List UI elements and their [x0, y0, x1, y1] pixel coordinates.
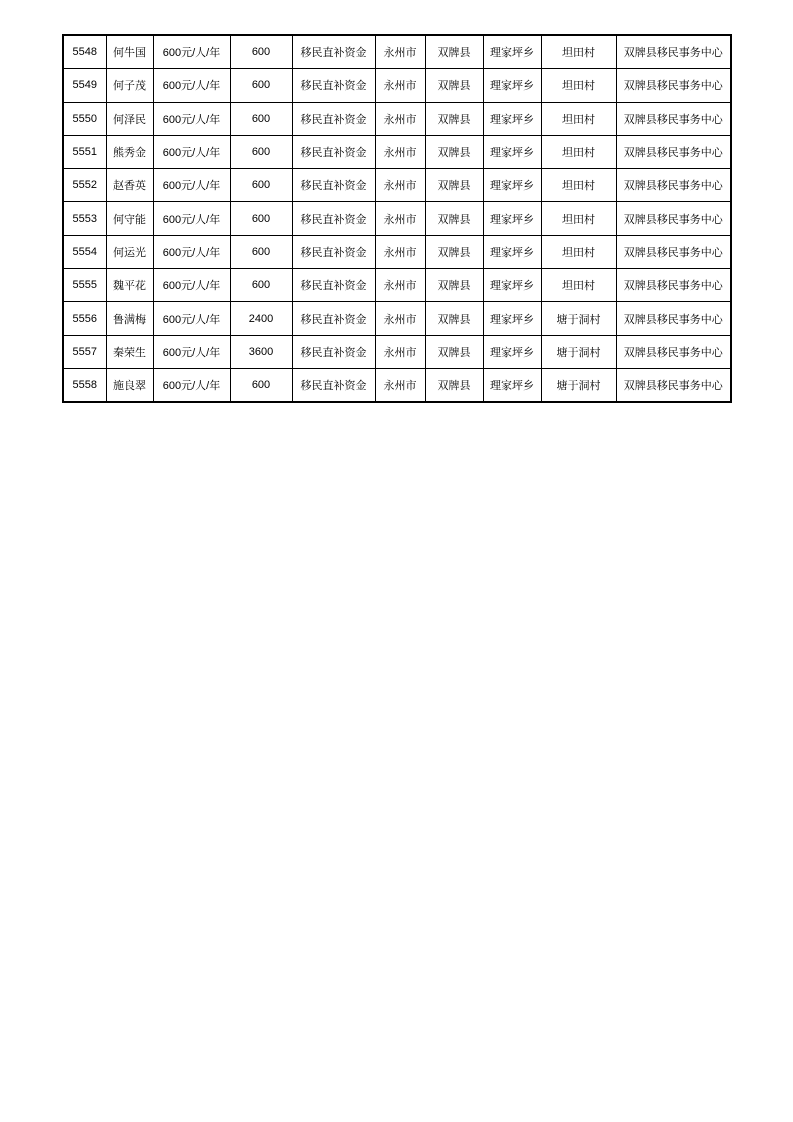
cell-village: 坦田村 [541, 202, 616, 235]
cell-serial-number: 5548 [63, 35, 106, 69]
cell-township: 理家坪乡 [483, 169, 541, 202]
cell-serial-number: 5558 [63, 368, 106, 402]
subsidy-table [62, 34, 732, 403]
cell-city: 永州市 [375, 302, 425, 335]
cell-county: 双牌县 [425, 169, 483, 202]
table-body [63, 35, 731, 402]
cell-subsidy-standard: 600元/人/年 [153, 135, 230, 168]
cell-recipient-name: 秦荣生 [106, 335, 153, 368]
cell-fund-type: 移民直补资金 [292, 335, 375, 368]
cell-fund-type: 移民直补资金 [292, 102, 375, 135]
cell-city: 永州市 [375, 135, 425, 168]
cell-recipient-name: 何子茂 [106, 69, 153, 102]
cell-issuing-office: 双牌县移民事务中心 [616, 202, 731, 235]
cell-city: 永州市 [375, 169, 425, 202]
cell-city: 永州市 [375, 235, 425, 268]
cell-county: 双牌县 [425, 335, 483, 368]
cell-fund-type: 移民直补资金 [292, 368, 375, 402]
cell-recipient-name: 何牛国 [106, 35, 153, 69]
cell-serial-number: 5549 [63, 69, 106, 102]
cell-township: 理家坪乡 [483, 235, 541, 268]
table-row [63, 235, 731, 268]
cell-village: 塘于洞村 [541, 335, 616, 368]
cell-amount: 2400 [230, 302, 292, 335]
cell-serial-number: 5553 [63, 202, 106, 235]
cell-issuing-office: 双牌县移民事务中心 [616, 335, 731, 368]
cell-recipient-name: 赵香英 [106, 169, 153, 202]
cell-city: 永州市 [375, 35, 425, 69]
cell-county: 双牌县 [425, 135, 483, 168]
cell-township: 理家坪乡 [483, 102, 541, 135]
cell-fund-type: 移民直补资金 [292, 235, 375, 268]
table-row [63, 35, 731, 69]
cell-city: 永州市 [375, 269, 425, 302]
cell-fund-type: 移民直补资金 [292, 302, 375, 335]
cell-serial-number: 5556 [63, 302, 106, 335]
cell-fund-type: 移民直补资金 [292, 202, 375, 235]
table-row [63, 202, 731, 235]
cell-serial-number: 5550 [63, 102, 106, 135]
cell-amount: 600 [230, 135, 292, 168]
cell-amount: 600 [230, 269, 292, 302]
cell-serial-number: 5552 [63, 169, 106, 202]
cell-subsidy-standard: 600元/人/年 [153, 302, 230, 335]
cell-county: 双牌县 [425, 202, 483, 235]
cell-fund-type: 移民直补资金 [292, 169, 375, 202]
cell-township: 理家坪乡 [483, 368, 541, 402]
cell-village: 塘于洞村 [541, 368, 616, 402]
cell-issuing-office: 双牌县移民事务中心 [616, 135, 731, 168]
cell-subsidy-standard: 600元/人/年 [153, 35, 230, 69]
cell-amount: 600 [230, 69, 292, 102]
cell-issuing-office: 双牌县移民事务中心 [616, 102, 731, 135]
cell-village: 坦田村 [541, 135, 616, 168]
cell-amount: 600 [230, 368, 292, 402]
cell-subsidy-standard: 600元/人/年 [153, 235, 230, 268]
cell-fund-type: 移民直补资金 [292, 269, 375, 302]
cell-amount: 3600 [230, 335, 292, 368]
cell-amount: 600 [230, 169, 292, 202]
cell-serial-number: 5554 [63, 235, 106, 268]
table-row [63, 169, 731, 202]
cell-village: 坦田村 [541, 35, 616, 69]
cell-fund-type: 移民直补资金 [292, 69, 375, 102]
cell-subsidy-standard: 600元/人/年 [153, 169, 230, 202]
cell-fund-type: 移民直补资金 [292, 135, 375, 168]
cell-county: 双牌县 [425, 368, 483, 402]
cell-township: 理家坪乡 [483, 302, 541, 335]
cell-recipient-name: 施良翠 [106, 368, 153, 402]
cell-county: 双牌县 [425, 302, 483, 335]
cell-village: 坦田村 [541, 69, 616, 102]
cell-county: 双牌县 [425, 235, 483, 268]
table-row [63, 335, 731, 368]
cell-serial-number: 5557 [63, 335, 106, 368]
cell-recipient-name: 鲁满梅 [106, 302, 153, 335]
cell-village: 坦田村 [541, 235, 616, 268]
cell-county: 双牌县 [425, 69, 483, 102]
cell-issuing-office: 双牌县移民事务中心 [616, 302, 731, 335]
cell-serial-number: 5551 [63, 135, 106, 168]
cell-amount: 600 [230, 235, 292, 268]
cell-city: 永州市 [375, 335, 425, 368]
cell-serial-number: 5555 [63, 269, 106, 302]
cell-township: 理家坪乡 [483, 35, 541, 69]
cell-recipient-name: 何守能 [106, 202, 153, 235]
table-row [63, 302, 731, 335]
table-row [63, 368, 731, 402]
table-row [63, 269, 731, 302]
cell-issuing-office: 双牌县移民事务中心 [616, 235, 731, 268]
table-row [63, 135, 731, 168]
cell-township: 理家坪乡 [483, 269, 541, 302]
cell-city: 永州市 [375, 102, 425, 135]
cell-village: 坦田村 [541, 102, 616, 135]
cell-issuing-office: 双牌县移民事务中心 [616, 169, 731, 202]
cell-amount: 600 [230, 35, 292, 69]
cell-city: 永州市 [375, 202, 425, 235]
cell-recipient-name: 熊秀金 [106, 135, 153, 168]
cell-fund-type: 移民直补资金 [292, 35, 375, 69]
cell-amount: 600 [230, 202, 292, 235]
cell-county: 双牌县 [425, 102, 483, 135]
cell-subsidy-standard: 600元/人/年 [153, 102, 230, 135]
cell-subsidy-standard: 600元/人/年 [153, 202, 230, 235]
cell-village: 坦田村 [541, 269, 616, 302]
cell-recipient-name: 何运光 [106, 235, 153, 268]
cell-village: 坦田村 [541, 169, 616, 202]
cell-city: 永州市 [375, 368, 425, 402]
cell-township: 理家坪乡 [483, 335, 541, 368]
cell-township: 理家坪乡 [483, 135, 541, 168]
cell-township: 理家坪乡 [483, 69, 541, 102]
table-row [63, 69, 731, 102]
cell-subsidy-standard: 600元/人/年 [153, 335, 230, 368]
cell-village: 塘于洞村 [541, 302, 616, 335]
cell-subsidy-standard: 600元/人/年 [153, 269, 230, 302]
cell-issuing-office: 双牌县移民事务中心 [616, 35, 731, 69]
cell-subsidy-standard: 600元/人/年 [153, 69, 230, 102]
cell-county: 双牌县 [425, 269, 483, 302]
cell-issuing-office: 双牌县移民事务中心 [616, 269, 731, 302]
cell-city: 永州市 [375, 69, 425, 102]
cell-county: 双牌县 [425, 35, 483, 69]
cell-amount: 600 [230, 102, 292, 135]
table-row [63, 102, 731, 135]
cell-issuing-office: 双牌县移民事务中心 [616, 368, 731, 402]
cell-recipient-name: 魏平花 [106, 269, 153, 302]
cell-recipient-name: 何泽民 [106, 102, 153, 135]
cell-township: 理家坪乡 [483, 202, 541, 235]
cell-subsidy-standard: 600元/人/年 [153, 368, 230, 402]
cell-issuing-office: 双牌县移民事务中心 [616, 69, 731, 102]
